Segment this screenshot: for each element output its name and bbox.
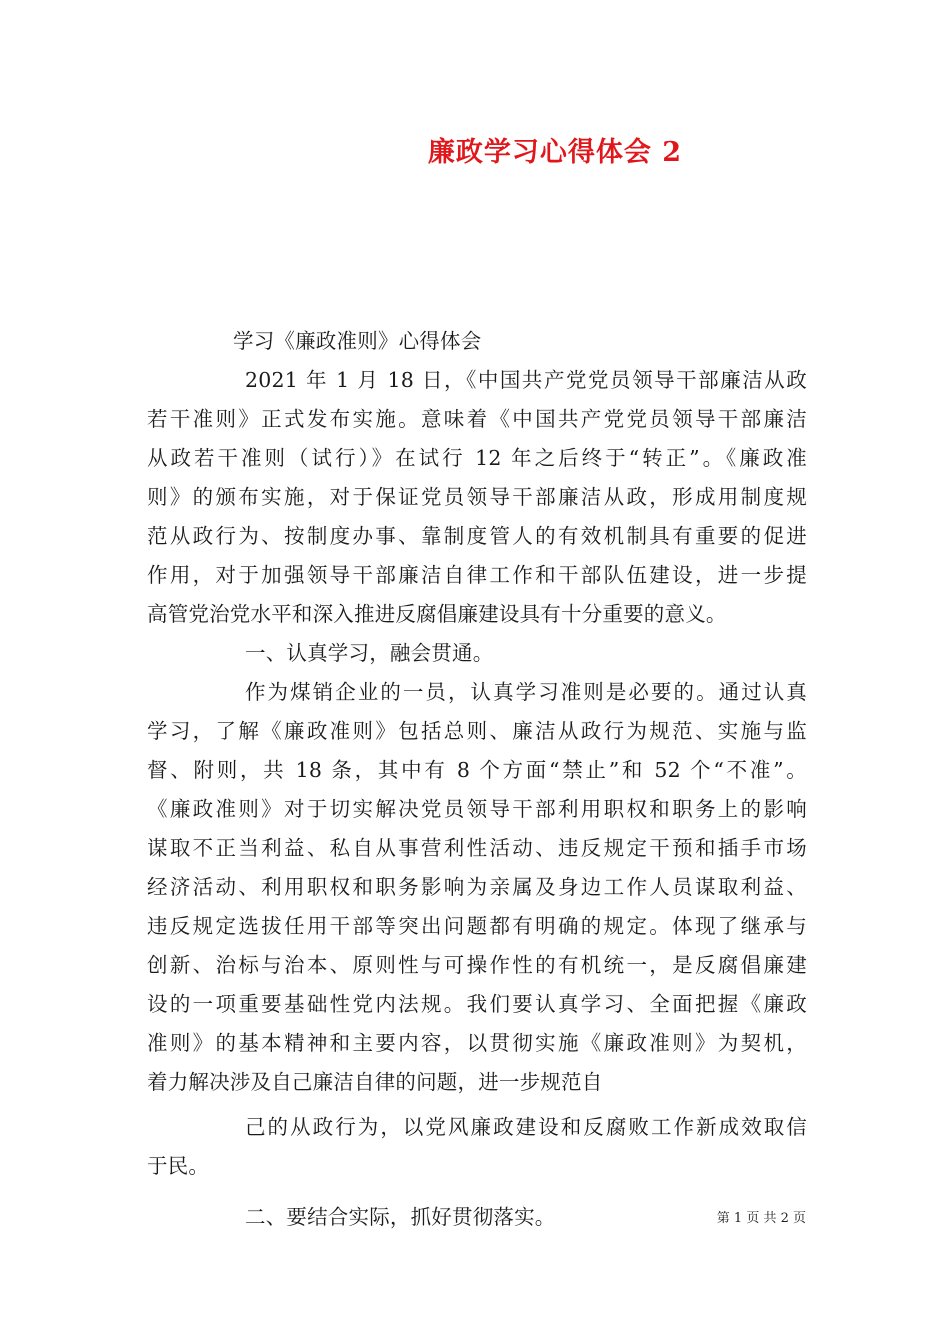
- paragraph-line: 着力解决涉及自己廉洁自律的问题，进一步规范自: [147, 1070, 603, 1094]
- paragraph-line: 谋取不正当利益、私自从事营利性活动、违反规定干预和插手市场: [147, 836, 807, 860]
- paragraph-1: [147, 361, 807, 634]
- paragraph-line: 设的一项重要基础性党内法规。我们要认真学习、全面把握《廉政: [147, 992, 807, 1016]
- paragraph-line: 范从政行为、按制度办事、靠制度管人的有效机制具有重要的促进: [147, 524, 807, 548]
- paragraph-line: 违反规定选拔任用干部等突出问题都有明确的规定。体现了继承与: [147, 914, 807, 938]
- paragraph-line: 学习，了解《廉政准则》包括总则、廉洁从政行为规范、实施与监: [147, 719, 807, 743]
- document-body: [147, 322, 807, 1237]
- article-subtitle: 学习《廉政准则》心得体会: [233, 329, 482, 353]
- section-heading-2: 二、要结合实际，抓好贯彻落实。: [245, 1205, 556, 1229]
- paragraph-3: [147, 1108, 807, 1186]
- paragraph-line: 于民。: [147, 1154, 210, 1178]
- paragraph-line: 创新、治标与治本、原则性与可操作性的有机统一，是反腐倡廉建: [147, 953, 807, 977]
- paragraph-line: 若干准则》正式发布实施。意味着《中国共产党党员领导干部廉洁: [147, 407, 807, 431]
- paragraph-line: 2021 年 1 月 18 日，《中国共产党党员领导干部廉洁从政: [245, 368, 807, 392]
- paragraph-2: [147, 673, 807, 1102]
- paragraph-line: 则》的颁布实施，对于保证党员领导干部廉洁从政，形成用制度规: [147, 485, 807, 509]
- paragraph-line: 《廉政准则》对于切实解决党员领导干部利用职权和职务上的影响: [147, 797, 807, 821]
- paragraph-line: 从政若干准则（试行）》在试行 12 年之后终于“转正”。《廉政准: [147, 446, 807, 470]
- paragraph-line: 己的从政行为，以党风廉政建设和反腐败工作新成效取信: [245, 1115, 807, 1139]
- section-heading-1: 一、认真学习，融会贯通。: [245, 641, 494, 665]
- paragraph-line: 经济活动、利用职权和职务影响为亲属及身边工作人员谋取利益、: [147, 875, 807, 899]
- paragraph-line: 作为煤销企业的一员，认真学习准则是必要的。通过认真: [245, 680, 807, 704]
- paragraph-line: 作用，对于加强领导干部廉洁自律工作和干部队伍建设，进一步提: [147, 563, 807, 587]
- document-title: 廉政学习心得体会 2: [427, 137, 683, 168]
- paragraph-line: 督、附则，共 18 条，其中有 8 个方面“禁止”和 52 个“不准”。: [147, 758, 807, 782]
- page-footer: 第 1 页 共 2 页: [716, 1211, 806, 1226]
- paragraph-line: 准则》的基本精神和主要内容，以贯彻实施《廉政准则》为契机，: [147, 1031, 807, 1055]
- paragraph-line: 高管党治党水平和深入推进反腐倡廉建设具有十分重要的意义。: [147, 602, 727, 626]
